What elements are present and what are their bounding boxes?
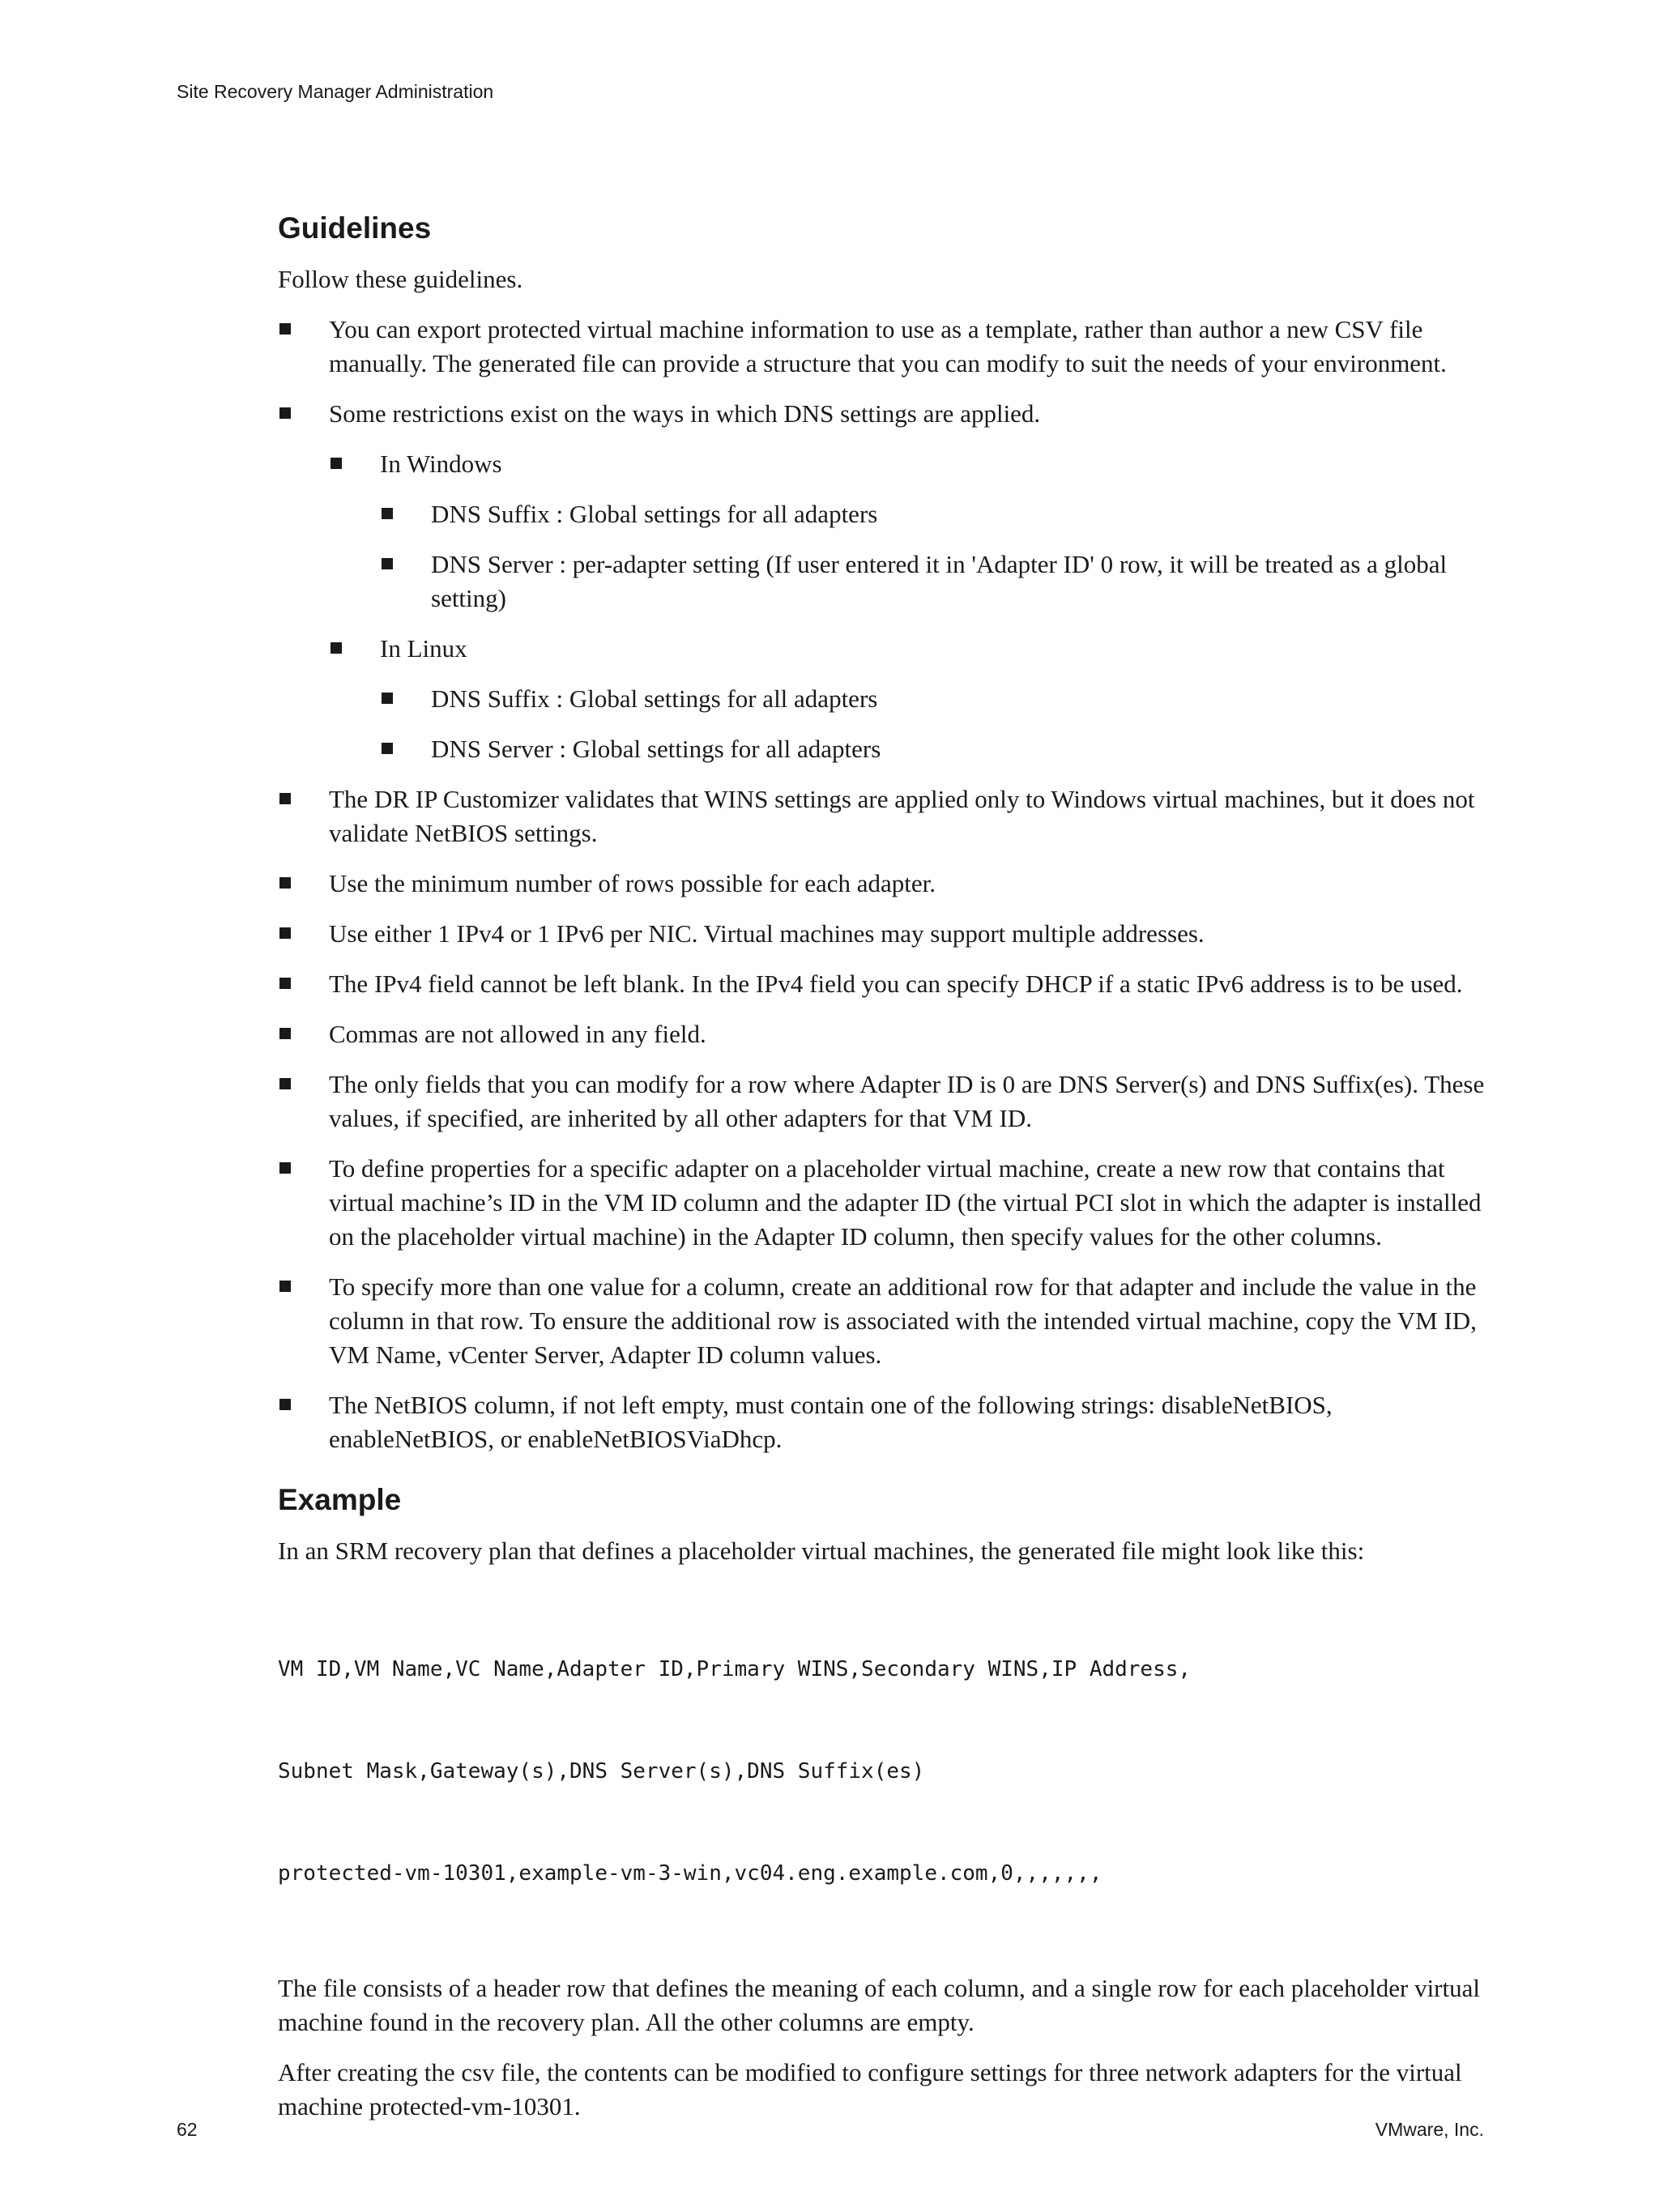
page-content: [278, 209, 1493, 2140]
running-header: Site Recovery Manager Administration: [177, 81, 494, 102]
list-item: To specify more than one value for a column, create an additional row for that adapter and include the value in the column in that row. To ensure the additional row is associated with the intended virtual machine, copy the VM ID, VM Name, vCenter Server, Adapter ID column values.: [278, 1270, 1493, 1372]
list-item: DNS Suffix : Global settings for all adapters: [278, 682, 1493, 716]
code-line: protected-vm-10301,example-vm-3-win,vc04.eng.example.com,0,,,,,,,: [278, 1861, 1102, 1886]
guidelines-list: [278, 313, 1493, 1456]
guidelines-heading: Guidelines: [278, 211, 432, 245]
example-paragraph-2: After creating the csv file, the contents can be modified to configure settings for three network adapters for the virtual machine protected-vm-10301.: [278, 2058, 1462, 2120]
square-bullet-icon: [279, 1162, 291, 1174]
example-heading: Example: [278, 1483, 402, 1516]
square-bullet-icon: [279, 407, 291, 419]
list-item: To define properties for a specific adapter on a placeholder virtual machine, create a new row that contains that virtual machine’s ID in the VM ID column and the adapter ID (the virtual PCI slot in which the adapter is installed on the placeholder virtual machine) in the Adapter ID column, then specify values for the other columns.: [278, 1152, 1493, 1254]
list-item: The only fields that you can modify for a row where Adapter ID is 0 are DNS Server(s) and DNS Suffix(es). These values, if specified, are inherited by all other adapters for that VM ID.: [278, 1068, 1493, 1136]
list-item: In Linux: [278, 632, 1493, 666]
square-bullet-icon: [279, 927, 291, 939]
list-item: The IPv4 field cannot be left blank. In the IPv4 field you can specify DHCP if a static IPv6 address is to be used.: [278, 967, 1493, 1001]
code-line: VM ID,VM Name,VC Name,Adapter ID,Primary WINS,Secondary WINS,IP Address,: [278, 1657, 1192, 1681]
square-bullet-icon: [279, 877, 291, 889]
square-bullet-icon: [279, 1078, 291, 1089]
square-bullet-icon: [382, 558, 393, 569]
list-item: The NetBIOS column, if not left empty, must contain one of the following strings: disableNetBIOS, enableNetBIOS, or enableNetBIOSViaDhcp.: [278, 1388, 1493, 1456]
square-bullet-icon: [331, 642, 342, 654]
list-item: Use the minimum number of rows possible for each adapter.: [278, 867, 1493, 901]
square-bullet-icon: [279, 323, 291, 335]
square-bullet-icon: [382, 743, 393, 754]
page-number: 62: [177, 2119, 198, 2140]
square-bullet-icon: [279, 1028, 291, 1039]
list-item: DNS Suffix : Global settings for all adapters: [278, 497, 1493, 531]
list-item: Some restrictions exist on the ways in which DNS settings are applied.: [278, 397, 1493, 431]
square-bullet-icon: [382, 693, 393, 704]
list-item: The DR IP Customizer validates that WINS settings are applied only to Windows virtual machines, but it does not validate NetBIOS settings.: [278, 782, 1493, 850]
square-bullet-icon: [279, 978, 291, 989]
list-item: DNS Server : per-adapter setting (If user entered it in 'Adapter ID' 0 row, it will be treated as a global setting): [278, 548, 1493, 616]
square-bullet-icon: [279, 1399, 291, 1410]
square-bullet-icon: [279, 793, 291, 804]
list-item: Use either 1 IPv4 or 1 IPv6 per NIC. Virtual machines may support multiple addresses.: [278, 917, 1493, 951]
list-item: You can export protected virtual machine information to use as a template, rather than author a new CSV file manually. The generated file can provide a structure that you can modify to suit the needs of your environment.: [278, 313, 1493, 381]
guidelines-intro: Follow these guidelines.: [278, 265, 523, 293]
square-bullet-icon: [279, 1281, 291, 1292]
code-line: Subnet Mask,Gateway(s),DNS Server(s),DNS Suffix(es): [278, 1759, 925, 1784]
list-item: Commas are not allowed in any field.: [278, 1017, 1493, 1051]
footer-company: VMware, Inc.: [1375, 2119, 1484, 2140]
example-intro: In an SRM recovery plan that defines a placeholder virtual machines, the generated file might look like this:: [278, 1536, 1365, 1565]
square-bullet-icon: [382, 508, 393, 519]
square-bullet-icon: [331, 458, 342, 469]
csv-code-block: [278, 1584, 1493, 1958]
list-item: DNS Server : Global settings for all adapters: [278, 732, 1493, 766]
example-paragraph-1: The file consists of a header row that defines the meaning of each column, and a single row for each placeholder virtual machine found in the recovery plan. All the other columns are empty.: [278, 1974, 1480, 2036]
list-item: In Windows: [278, 447, 1493, 481]
